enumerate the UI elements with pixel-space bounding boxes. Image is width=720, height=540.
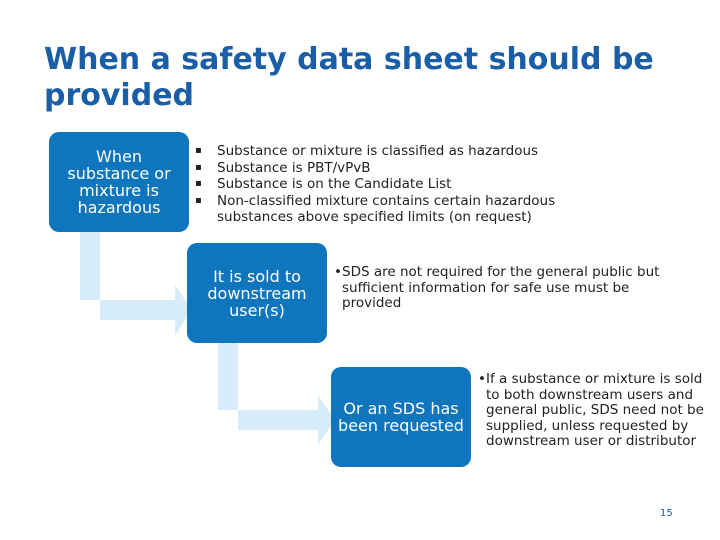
step-box-downstream [187, 243, 327, 343]
list-item: ▪ Substance is PBT/vPvB [195, 159, 371, 176]
connector-arrow-2 [218, 343, 335, 445]
bullet-icon: ▪ [195, 194, 202, 206]
bullet-icon: • [334, 264, 342, 280]
list-item: ▪ Substance or mixture is classified as hazardous [195, 143, 539, 159]
list-item: • SDS are not required for the general public but sufficient information for safe use must be provided [334, 264, 660, 311]
list-item: ▪ Non-classified mixture contains certain hazardous substances above specified limits (on request) [195, 192, 556, 225]
step-box-label: It is sold to downstream user(s) [207, 266, 307, 320]
slide-title: When a safety data sheet should be provided [44, 42, 654, 113]
downstream-notes-list [334, 265, 664, 312]
list-item: ▪ Substance is on the Candidate List [195, 176, 452, 192]
bullet-icon: ▪ [195, 145, 202, 156]
step-box-label: Or an SDS has been requested [338, 399, 464, 435]
bullet-icon: ▪ [195, 178, 202, 189]
step-box-label: When substance or mixture is hazardous [67, 147, 171, 217]
page-number: 15 [660, 508, 673, 519]
bullet-icon: • [478, 371, 486, 387]
connector-arrow-1 [80, 232, 192, 335]
step-box-hazardous [49, 132, 189, 232]
hazardous-criteria-list [193, 143, 613, 226]
bullet-icon: ▪ [195, 161, 202, 173]
list-item: • If a substance or mixture is sold to both downstream users and general public, SDS need not be supplied, unless requested by downstream user or distributor [478, 371, 704, 449]
requested-notes-list [478, 372, 708, 450]
step-box-requested [331, 367, 471, 467]
